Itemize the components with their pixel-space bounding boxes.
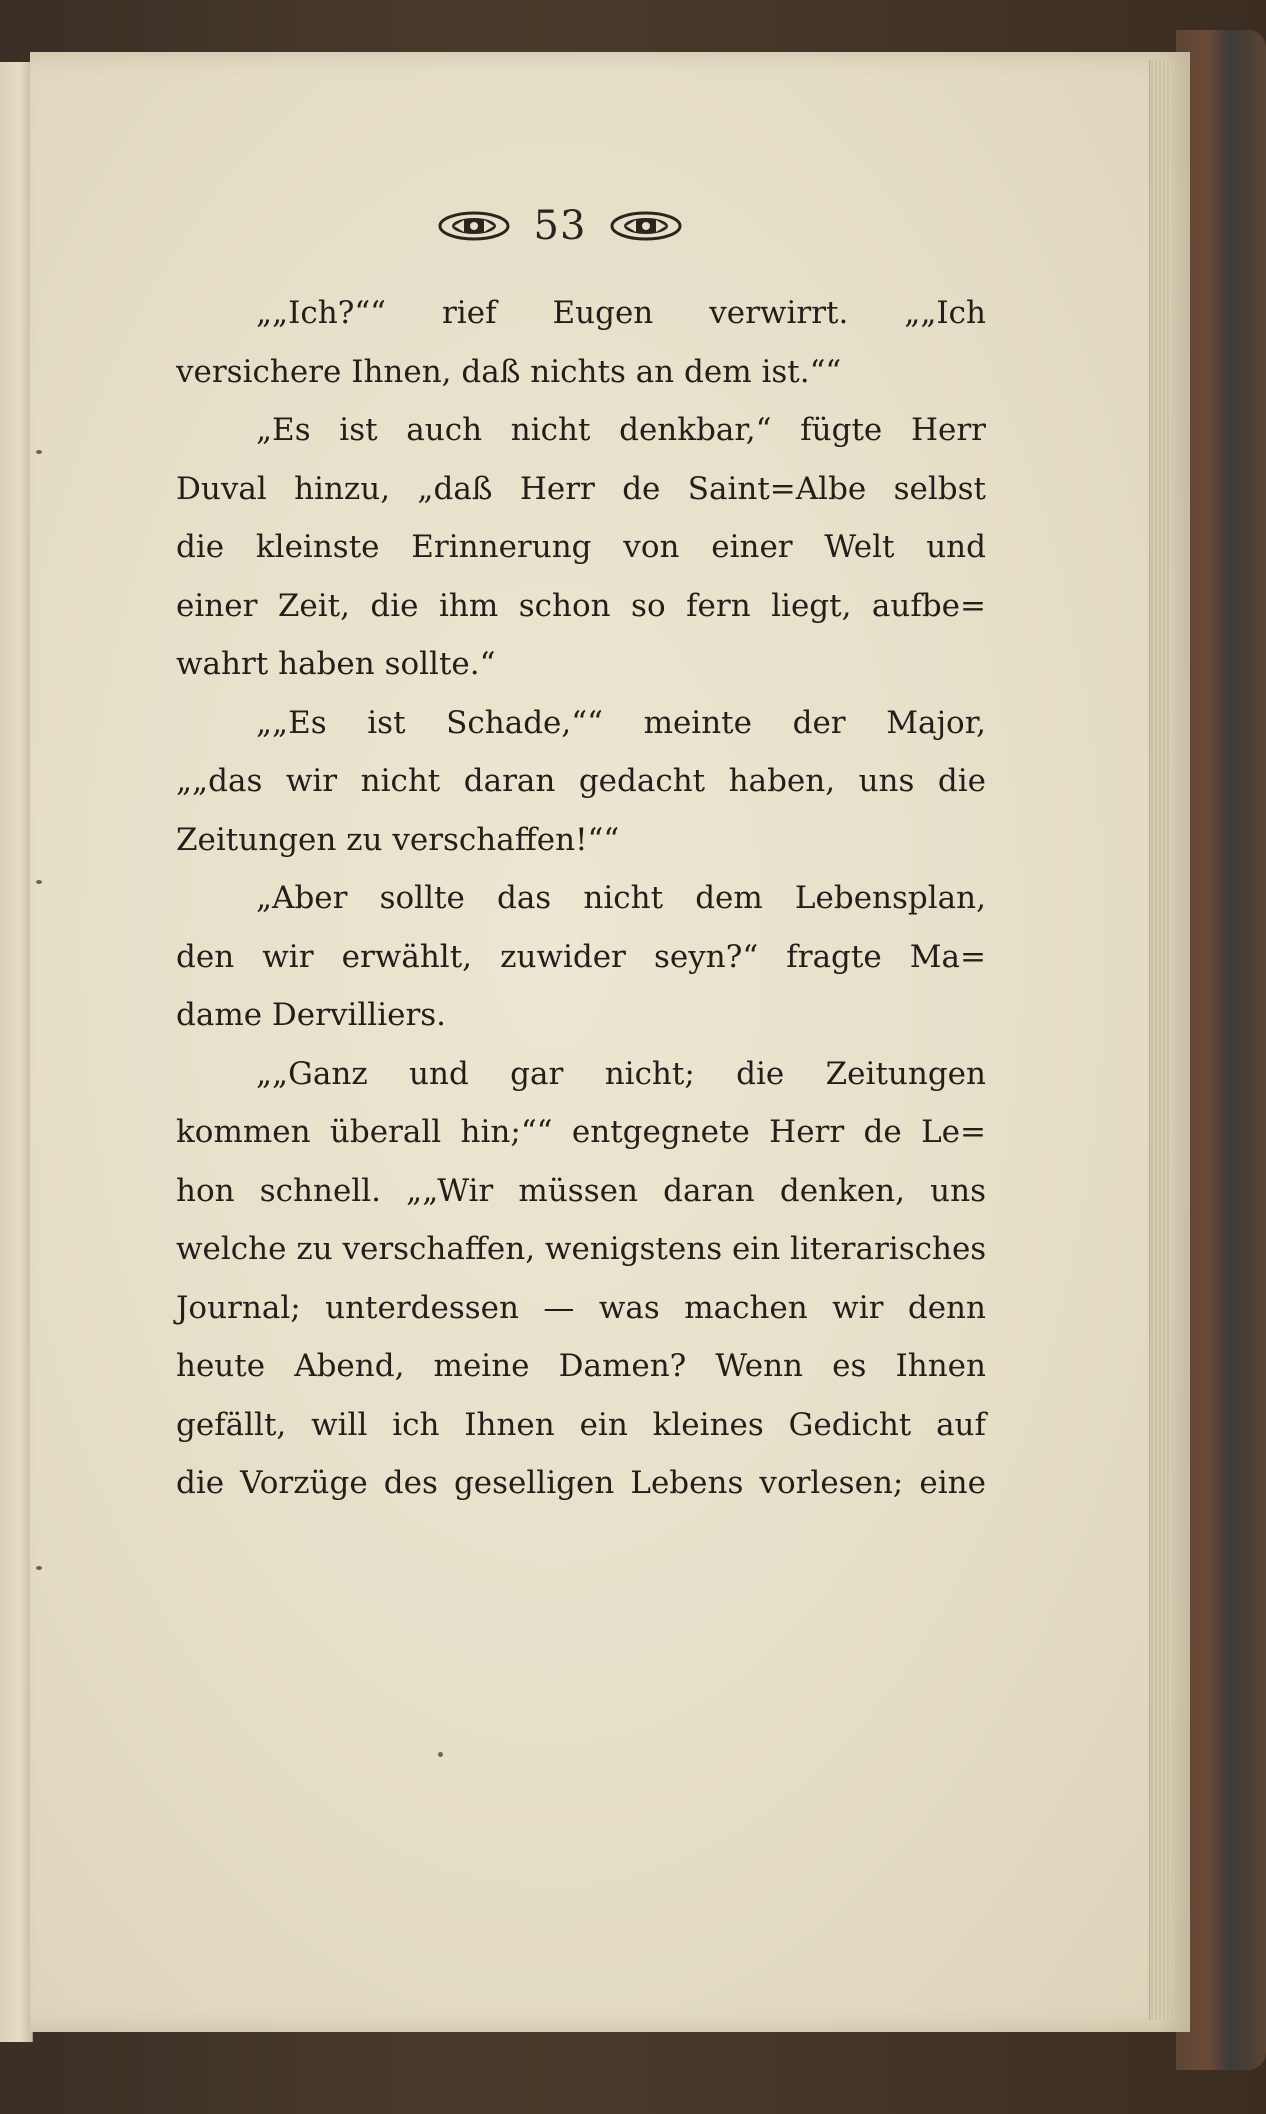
text-line: „„Ich?““ rief Eugen verwirrt. „„Ich: [256, 295, 986, 331]
text-line: Duval hinzu, „daß Herr de Saint=Albe selbst: [176, 470, 986, 507]
paper-fleck: [36, 1566, 42, 1570]
text-line: „Es ist auch nicht denkbar,“ fügte Herr: [256, 412, 986, 448]
text-line: einer Zeit, die ihm schon so fern liegt, aufbe=: [176, 587, 986, 624]
text-line: hon schnell. „„Wir müssen daran denken, uns: [176, 1172, 986, 1209]
text-line: „„Es ist Schade,““ meinte der Major,: [256, 704, 986, 741]
text-line: welche zu verschaffen, wenigstens ein literarisches: [176, 1231, 987, 1267]
text-line: den wir erwählt, zuwider seyn?“ fragte Ma=: [176, 938, 986, 975]
text-line: „„das wir nicht daran gedacht haben, uns die: [176, 763, 986, 799]
text-line: die Vorzüge des geselligen Lebens vorlesen; eine: [176, 1465, 986, 1501]
text-line: „„Ganz und gar nicht; die Zeitungen: [256, 1055, 986, 1092]
text-line: wahrt haben sollte.“: [176, 646, 496, 682]
page-number: 53: [533, 203, 587, 249]
body-text: [176, 284, 986, 1513]
page-header: [400, 196, 720, 256]
text-line: Zeitungen zu verschaffen!““: [176, 821, 620, 858]
paper-fleck: [36, 450, 42, 454]
text-line: die kleinste Erinnerung von einer Welt und: [176, 529, 986, 565]
text-line: dame Dervilliers.: [176, 997, 447, 1033]
paper-fleck: [36, 880, 42, 884]
text-line: versichere Ihnen, daß nichts an dem ist.““: [176, 353, 842, 390]
paper-fleck: [438, 1752, 443, 1757]
rosette-ornament-icon: [610, 210, 682, 242]
text-line: heute Abend, meine Damen? Wenn es Ihnen: [176, 1348, 986, 1384]
text-line: Journal; unterdessen — was machen wir denn: [176, 1289, 986, 1326]
text-line: gefällt, will ich Ihnen ein kleines Gedicht auf: [176, 1406, 986, 1443]
left-page-edge: [0, 62, 33, 2042]
text-line: kommen überall hin;““ entgegnete Herr de Le=: [176, 1114, 986, 1150]
rosette-ornament-icon: [438, 210, 510, 242]
page-stack-edges: [1149, 60, 1170, 2020]
text-line: „Aber sollte das nicht dem Lebensplan,: [256, 880, 986, 916]
